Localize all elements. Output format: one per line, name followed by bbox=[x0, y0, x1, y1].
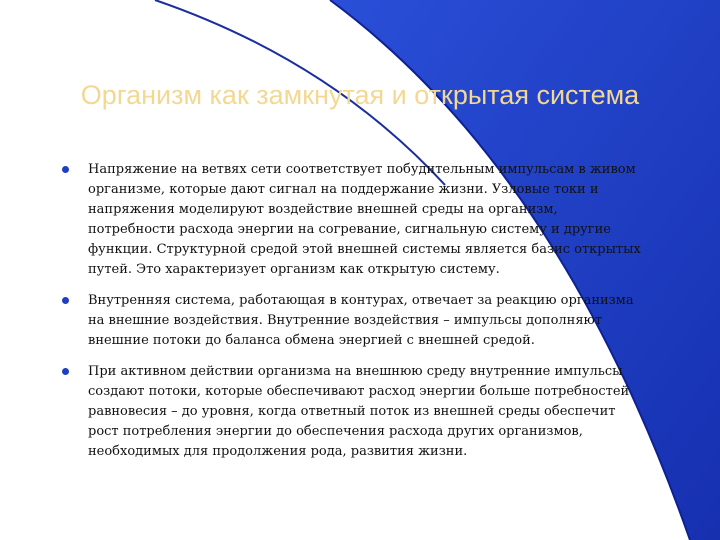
bullet-item-3 bbox=[62, 362, 642, 462]
bullet-text: Внутренняя система, работающая в контурах, отвечает за реакцию организма на внешние воздействия. Внутренние воздействия – импульсы дополняют внешние потоки до баланса обмена энергией с внешней средой. bbox=[88, 293, 634, 348]
bullet-text: При активном действии организма на внешнюю среду внутренние импульсы создают потоки, которые обеспечивают расход энергии больше потребностей равновесия – до уровня, когда ответный поток из внешней среды обеспечит рост потребления энергии до обеспечения расхода других организмов, необходимых для продолжения рода, развития жизни. bbox=[88, 364, 630, 459]
bullet-dot-icon bbox=[62, 297, 69, 304]
bullet-dot-icon bbox=[62, 368, 69, 375]
bullet-dot-icon bbox=[62, 166, 69, 173]
bullet-item-2 bbox=[62, 291, 642, 351]
bullet-item-1 bbox=[62, 160, 642, 280]
slide-title: Организм как замкнутая и открытая система bbox=[80, 80, 640, 110]
bullet-text: Напряжение на ветвях сети соответствует побудительным импульсам в живом организме, которые дают сигнал на поддержание жизни. Узловые токи и напряжения моделируют воздействие внешней среды на организм, потребности расхода энергии на согревание, сигнальную систему и другие функции. Структурной средой этой внешней системы является базис открытых путей. Это характеризует организм как открытую систему. bbox=[88, 162, 641, 277]
bullet-list bbox=[62, 160, 642, 473]
